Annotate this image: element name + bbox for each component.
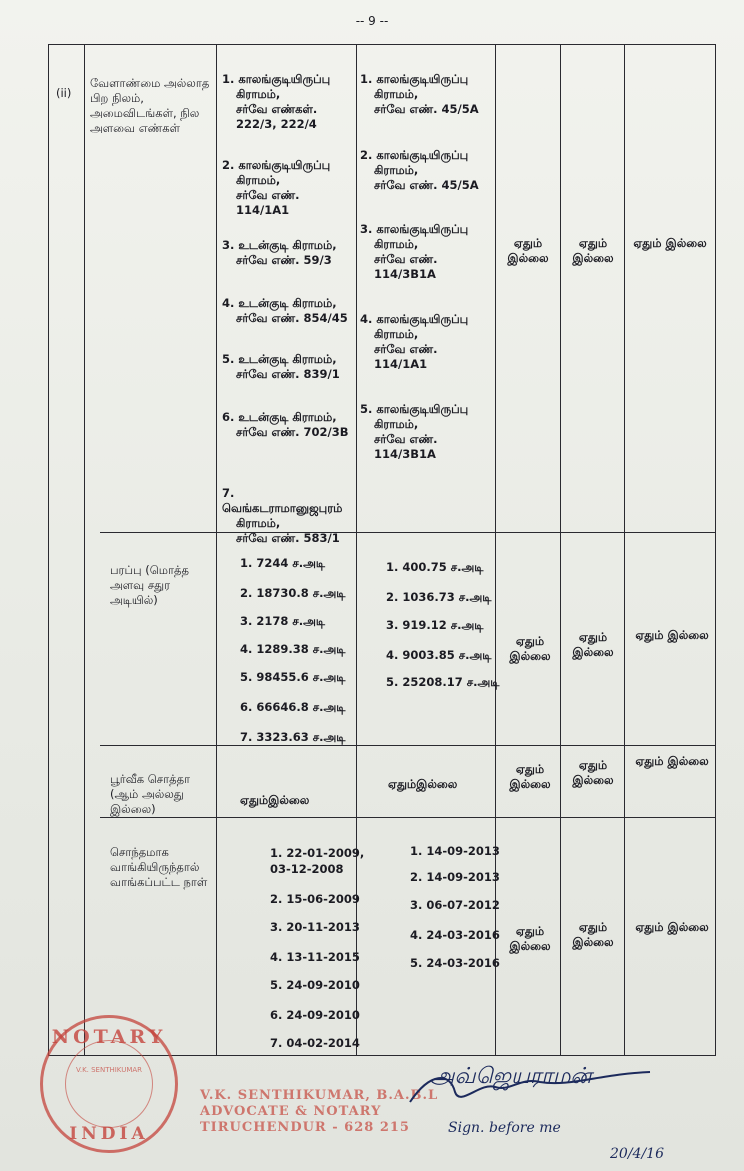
land-col2-entry-line: சர்வே எண். 45/5A (374, 102, 479, 116)
land-col1-entry-line: 4. உடன்குடி கிராமம், (222, 296, 337, 310)
seal-inner-ring (65, 1040, 153, 1128)
land-none-3: ஏதும் இல்லை (633, 236, 707, 250)
seal-top-text: NOTARY (51, 1026, 167, 1048)
land-col1-entry-line: 7. வெங்கடராமானுஜபுரம் (222, 486, 343, 515)
area-col2-item: 2. 1036.73 ச.அடி (386, 590, 492, 604)
area-col2-item: 4. 9003.85 ச.அடி (386, 648, 492, 662)
land-col1-entry (222, 486, 354, 546)
land-col2-entry (360, 148, 494, 193)
note-date: 20/4/16 (610, 1146, 664, 1162)
ancestral-col2: ஏதும்இல்லை (388, 777, 458, 791)
note-sign-before-me: Sign. before me (448, 1120, 561, 1136)
purchase-col2-item: 4. 24-03-2016 (410, 928, 500, 942)
area-col1-item: 2. 18730.8 ச.அடி (240, 586, 346, 600)
area-col1-item: 5. 98455.6 ச.அடி (240, 670, 346, 684)
land-col1-entry-line: கிராமம், (236, 516, 281, 530)
land-none-1: ஏதும் இல்லை (507, 236, 549, 265)
purchase-col2-item: 5. 24-03-2016 (410, 956, 500, 970)
purchase-col1-item: 4. 13-11-2015 (270, 950, 360, 964)
land-col1-entry-line: சர்வே எண். (236, 188, 300, 202)
area-heading: பரப்பு (மொத்த அளவு சதுர அடியில்) (110, 563, 189, 607)
land-col1-entry-line: கிராமம், (236, 173, 281, 187)
seal-bottom-text: INDIA (69, 1124, 149, 1144)
purchase-col2-item: 3. 06-07-2012 (410, 898, 500, 912)
area-col2-item: 1. 400.75 ச.அடி (386, 560, 484, 574)
land-col1-entry-line: சர்வே எண். 583/1 (236, 531, 340, 545)
area-col1-item: 4. 1289.38 ச.அடி (240, 642, 346, 656)
page-number: -- 9 -- (355, 14, 389, 28)
purchase-none-2: ஏதும் இல்லை (572, 920, 614, 949)
ancestral-none-2: ஏதும் இல்லை (572, 758, 614, 787)
land-col2-entry-line: கிராமம், (374, 417, 419, 431)
ancestral-heading: பூர்வீக சொத்தா (ஆம் அல்லது இல்லை) (110, 772, 191, 816)
purchase-col1-item: 6. 24-09-2010 (270, 1008, 360, 1022)
land-col2-entry-line: சர்வே எண். (374, 342, 438, 356)
land-col2-entry-line: கிராமம், (374, 327, 419, 341)
area-col2-item: 3. 919.12 ச.அடி (386, 618, 484, 632)
land-col2-entry-line: 114/3B1A (374, 447, 436, 461)
land-col1-entry-line: சர்வே எண். 839/1 (236, 367, 340, 381)
land-col2-entry-line: கிராமம், (374, 237, 419, 251)
stamp-line-3: TIRUCHENDUR - 628 215 (200, 1120, 410, 1135)
seal-name-text: V.K. SENTHIKUMAR (75, 1066, 143, 1074)
land-col2-entry-line: கிராமம், (374, 87, 419, 101)
land-col2-entry (360, 222, 494, 282)
land-col2-entry-line: கிராமம், (374, 163, 419, 177)
purchase-col2-item: 2. 14-09-2013 (410, 870, 500, 884)
area-col2-item: 5. 25208.17 ச.அடி (386, 675, 500, 689)
land-col1-entry (222, 352, 354, 382)
land-col2-entry (360, 402, 494, 462)
purchase-col1-item: 2. 15-06-2009 (270, 892, 360, 906)
area-col1-item: 3. 2178 ச.அடி (240, 614, 326, 628)
land-col1-entry (222, 296, 354, 326)
area-col1-item: 7. 3323.63 ச.அடி (240, 730, 346, 744)
land-col1-entry-line: 3. உடன்குடி கிராமம், (222, 238, 337, 252)
stamp-line-1: V.K. SENTHIKUMAR, B.A.B.L (200, 1088, 439, 1103)
signature: அவ்ஜெயராமன் (430, 1064, 592, 1089)
land-col2-entry-line: 2. காலங்குடியிருப்பு (360, 148, 469, 162)
land-col1-entry (222, 158, 354, 218)
land-col2-entry-line: 1. காலங்குடியிருப்பு (360, 72, 469, 86)
land-col1-entry-line: சர்வே எண். 59/3 (236, 253, 332, 267)
land-col1-entry (222, 238, 354, 268)
purchase-col1-item: 5. 24-09-2010 (270, 978, 360, 992)
row-label: (ii) (56, 86, 72, 100)
land-col1-entry-line: சர்வே எண். 702/3B (236, 425, 349, 439)
land-col1-entry-line: 5. உடன்குடி கிராமம், (222, 352, 337, 366)
land-col1-entry (222, 72, 354, 132)
purchase-col1-item: 03-12-2008 (270, 862, 344, 876)
area-none-2: ஏதும் இல்லை (572, 630, 614, 659)
land-col2-entry-line: 3. காலங்குடியிருப்பு (360, 222, 469, 236)
purchase-col1-item: 1. 22-01-2009, (270, 846, 365, 860)
land-heading: வேளாண்மை அல்லாத பிற நிலம், அமைவிடங்கள், நில அளவை எண்கள் (90, 76, 210, 135)
ancestral-none-1: ஏதும் இல்லை (509, 762, 551, 791)
land-col2-entry-line: 114/1A1 (374, 357, 428, 371)
land-col2-entry-line: சர்வே எண். (374, 252, 438, 266)
land-col1-entry-line: 6. உடன்குடி கிராமம், (222, 410, 337, 424)
ancestral-col1: ஏதும்இல்லை (240, 793, 310, 807)
purchase-heading: சொந்தமாக வாங்கியிருந்தால் வாங்கப்பட்ட நாள் (110, 845, 208, 889)
land-col2-entry (360, 72, 494, 117)
ancestral-none-3: ஏதும் இல்லை (635, 754, 709, 768)
land-col1-entry-line: 222/3, 222/4 (236, 117, 317, 131)
purchase-col1-item: 7. 04-02-2014 (270, 1036, 360, 1050)
land-none-2: ஏதும் இல்லை (572, 236, 614, 265)
area-col1-item: 1. 7244 ச.அடி (240, 556, 326, 570)
purchase-col2-item: 1. 14-09-2013 (410, 844, 500, 858)
land-col2-entry-line: சர்வே எண். 45/5A (374, 178, 479, 192)
land-col1-entry-line: 1. காலங்குடியிருப்பு (222, 72, 331, 86)
area-none-3: ஏதும் இல்லை (635, 628, 709, 642)
notary-seal (40, 1015, 178, 1153)
land-col2-entry-line: சர்வே எண். (374, 432, 438, 446)
area-col1-item: 6. 66646.8 ச.அடி (240, 700, 346, 714)
land-col1-entry-line: கிராமம், (236, 87, 281, 101)
area-none-1: ஏதும் இல்லை (509, 634, 551, 663)
land-col1-entry-line: 114/1A1 (236, 203, 290, 217)
purchase-none-3: ஏதும் இல்லை (635, 920, 709, 934)
land-col2-entry-line: 5. காலங்குடியிருப்பு (360, 402, 469, 416)
land-col1-entry (222, 410, 354, 440)
purchase-none-1: ஏதும் இல்லை (509, 924, 551, 953)
land-col2-entry (360, 312, 494, 372)
stamp-line-2: ADVOCATE & NOTARY (200, 1104, 382, 1119)
land-col1-entry-line: சர்வே எண். 854/45 (236, 311, 348, 325)
land-col1-entry-line: 2. காலங்குடியிருப்பு (222, 158, 331, 172)
land-col2-entry-line: 4. காலங்குடியிருப்பு (360, 312, 469, 326)
land-col1-entry-line: சர்வே எண்கள். (236, 102, 318, 116)
land-col2-entry-line: 114/3B1A (374, 267, 436, 281)
purchase-col1-item: 3. 20-11-2013 (270, 920, 360, 934)
